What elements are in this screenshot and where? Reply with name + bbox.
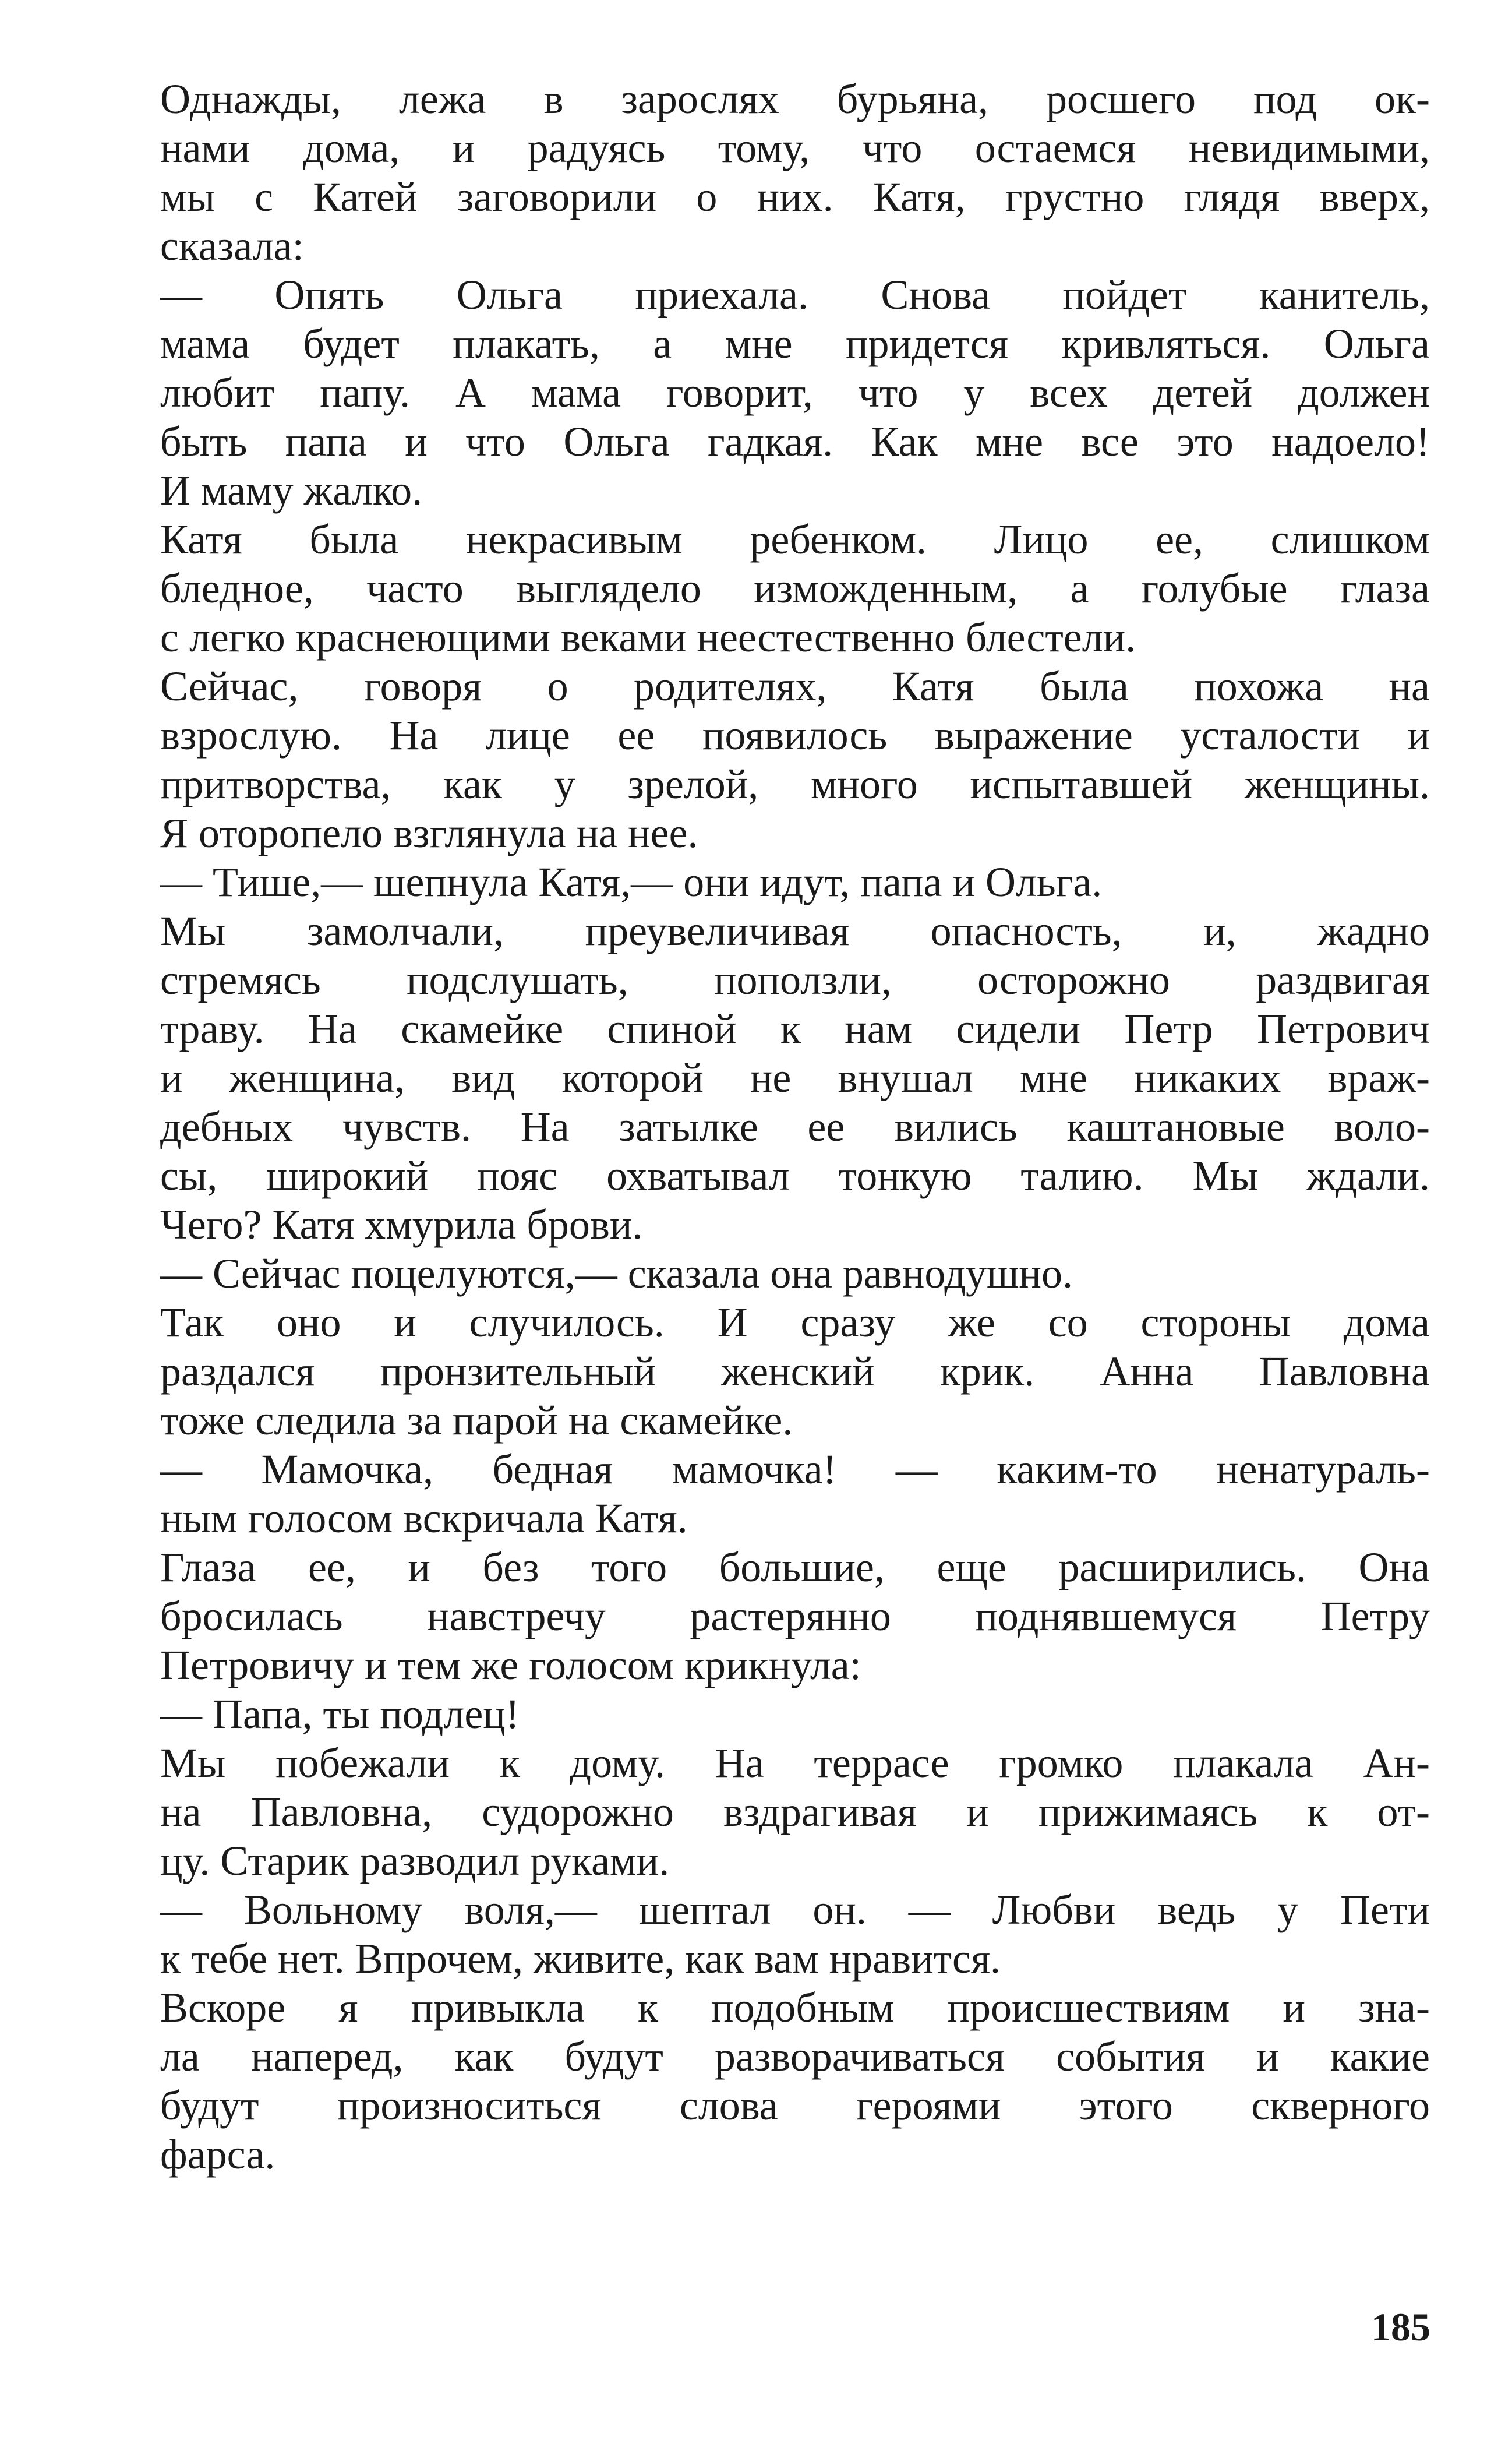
text-line: Мы замолчали, преувеличивая опасность, и, жадно	[160, 908, 1430, 954]
body-text	[160, 75, 1430, 2179]
text-line: Петровичу и тем же голосом крикнула:	[160, 1642, 861, 1688]
text-line: дебных чувств. На затылке ее вились каштановые воло-	[160, 1103, 1430, 1150]
text-line: взрослую. На лице ее появилось выражение усталости и	[160, 712, 1430, 759]
text-line: тоже следила за парой на скамейке.	[160, 1397, 793, 1444]
text-line: притворства, как у зрелой, много испытавшей женщины.	[160, 761, 1430, 807]
text-line: Однажды, лежа в зарослях бурьяна, росшего под ок-	[160, 76, 1430, 122]
page-number: 185	[1371, 2305, 1430, 2349]
text-line: нами дома, и радуясь тому, что остаемся невидимыми,	[160, 125, 1430, 171]
text-line: будут произноситься слова героями этого скверного	[160, 2082, 1430, 2129]
text-line: сы, широкий пояс охватывал тонкую талию. Мы ждали.	[160, 1152, 1430, 1199]
paragraph	[160, 907, 1430, 1249]
text-line: к тебе нет. Впрочем, живите, как вам нравится.	[160, 1935, 1001, 1982]
text-line: любит папу. А мама говорит, что у всех детей должен	[160, 369, 1430, 416]
paragraph	[160, 1445, 1430, 1543]
text-line: И маму жалко.	[160, 467, 423, 514]
text-line: стремясь подслушать, поползли, осторожно раздвигая	[160, 957, 1430, 1003]
text-line: — Вольному воля,— шептал он. — Любви ведь у Пети	[160, 1886, 1430, 1933]
text-line: траву. На скамейке спиной к нам сидели Петр Петрович	[160, 1006, 1430, 1052]
text-line: цу. Старик разводил руками.	[160, 1838, 670, 1884]
text-line: ла наперед, как будут разворачиваться события и какие	[160, 2033, 1430, 2080]
text-line: на Павловна, судорожно вздрагивая и прижимаясь к от-	[160, 1789, 1430, 1835]
text-line: Мы побежали к дому. На террасе громко плакала Ан-	[160, 1740, 1430, 1786]
text-line: бледное, часто выглядело изможденным, а голубые глаза	[160, 565, 1430, 612]
text-line: Сейчас, говоря о родителях, Катя была похожа на	[160, 663, 1430, 710]
paragraph	[160, 1690, 1430, 1738]
paragraph	[160, 1983, 1430, 2179]
paragraph	[160, 270, 1430, 515]
paragraph	[160, 515, 1430, 662]
text-line: Чего? Катя хмурила брови.	[160, 1201, 643, 1248]
text-line: — Тише,— шепнула Катя,— они идут, папа и Ольга.	[160, 859, 1103, 905]
text-line: с легко краснеющими веками неестественно блестели.	[160, 614, 1136, 661]
text-line: раздался пронзительный женский крик. Анна Павловна	[160, 1348, 1430, 1395]
text-line: сказала:	[160, 223, 304, 269]
text-line: Катя была некрасивым ребенком. Лицо ее, слишком	[160, 516, 1430, 563]
text-line: — Папа, ты подлец!	[160, 1691, 520, 1737]
paragraph	[160, 75, 1430, 270]
text-line: фарса.	[160, 2131, 275, 2178]
paragraph	[160, 1249, 1430, 1298]
text-line: — Мамочка, бедная мамочка! — каким-то ненатураль-	[160, 1446, 1430, 1493]
text-line: и женщина, вид которой не внушал мне никаких враж-	[160, 1055, 1430, 1101]
text-line: мы с Катей заговорили о них. Катя, грустно глядя вверх,	[160, 174, 1430, 220]
paragraph	[160, 1298, 1430, 1445]
text-line: ным голосом вскричала Катя.	[160, 1495, 688, 1542]
paragraph	[160, 662, 1430, 858]
text-line: быть папа и что Ольга гадкая. Как мне все это надоело!	[160, 418, 1430, 465]
text-line: — Опять Ольга приехала. Снова пойдет канитель,	[160, 271, 1430, 318]
text-line: Глаза ее, и без того большие, еще расширились. Она	[160, 1544, 1430, 1590]
paragraph	[160, 858, 1430, 907]
text-line: Вскоре я привыкла к подобным происшествиям и зна-	[160, 1984, 1430, 2031]
text-line: мама будет плакать, а мне придется кривляться. Ольга	[160, 320, 1430, 367]
text-line: — Сейчас поцелуются,— сказала она равнодушно.	[160, 1250, 1073, 1297]
text-line: Так оно и случилось. И сразу же со стороны дома	[160, 1299, 1430, 1346]
paragraph	[160, 1738, 1430, 1885]
paragraph	[160, 1885, 1430, 1983]
paragraph	[160, 1543, 1430, 1690]
text-line: бросилась навстречу растерянно поднявшемуся Петру	[160, 1593, 1430, 1639]
text-line: Я оторопело взглянула на нее.	[160, 810, 698, 856]
